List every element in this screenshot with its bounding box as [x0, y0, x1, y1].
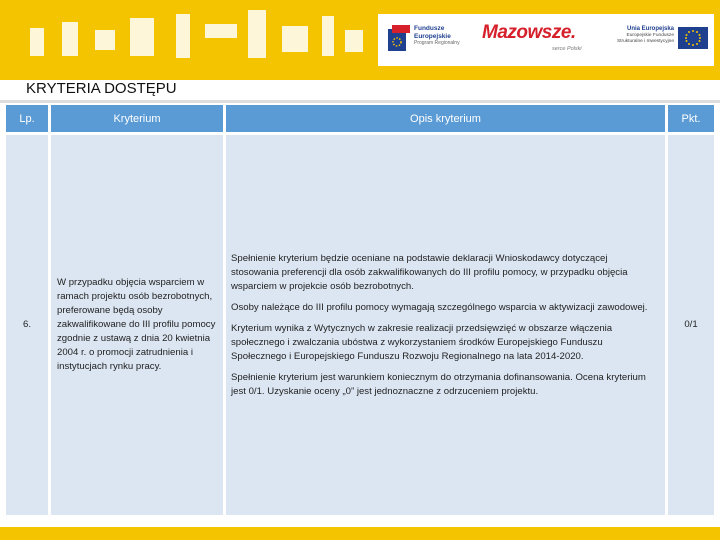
decorative-shape — [62, 22, 78, 56]
decorative-shape — [130, 18, 154, 56]
column-header-kryterium: Kryterium — [51, 105, 223, 132]
cell-kryterium — [51, 135, 223, 515]
title-divider — [0, 100, 720, 103]
decorative-shape — [30, 28, 44, 56]
cell-lp — [6, 135, 48, 515]
points-value: 0/1 — [684, 319, 698, 330]
description-paragraph: Spełnienie kryterium będzie oceniane na podstawie deklaracji Wnioskodawcy dotyczącej stosowania preferencji dla osób zakwalifikowanych do III profilu pomocy, w przypadku objęcia wsparciem w projekcie osób bezrobotnych. — [231, 252, 628, 292]
decorative-shape — [282, 26, 308, 52]
column-header-opis: Opis kryterium — [226, 105, 665, 132]
fundusze-line2: Europejskie — [414, 32, 451, 40]
column-header-lp: Lp. — [6, 105, 48, 132]
fundusze-line1: Fundusze — [414, 25, 445, 32]
row-number: 6. — [22, 319, 31, 330]
decorative-shape — [345, 30, 363, 52]
decorative-shape — [248, 10, 266, 58]
mazowsze-name: Mazowsze. — [482, 22, 576, 43]
footer-band — [0, 527, 720, 540]
description-paragraph: Spełnienie kryterium jest warunkiem koniecznym do otrzymania dofinansowania. Ocena kryterium jest 0/1. Uzyskanie oceny „0” jest jednoznaczne z odrzuceniem projektu. — [231, 371, 646, 397]
description-paragraph: Kryterium wynika z Wytycznych w zakresie realizacji przedsięwzięć w obszarze włączenia społecznego i zwalczania ubóstwa z wykorzystaniem środków Europejskiego Funduszu Społecznego i Europejskiego Funduszu Rozwoju Regionalnego na lata 2014-2020. — [231, 322, 613, 362]
fundusze-line3: Program Regionalny — [414, 40, 460, 46]
fundusze-flag-icon — [388, 25, 410, 53]
mazowsze-logo — [482, 22, 592, 58]
header-band — [0, 0, 720, 80]
decorative-shape — [95, 30, 115, 50]
decorative-shape — [205, 24, 237, 38]
eu-line1: Unia Europejska — [626, 26, 674, 32]
decorative-shape — [322, 16, 334, 56]
table-row — [6, 135, 714, 515]
criterion-text: W przypadku objęcia wsparciem w ramach projektu osób bezrobotnych, preferowane będą osoby zakwalifikowane do III profilu pomocy zgodnie z ustawą z dnia 20 kwietnia 2004 r. o promocji zatrudnienia i instytucjach rynku pracy. — [57, 277, 216, 372]
page-title: KRYTERIA DOSTĘPU — [26, 80, 177, 97]
eu-line3: Strukturalne i Inwestycyjne — [616, 39, 674, 44]
fundusze-europejskie-logo — [388, 23, 478, 59]
cell-pkt — [668, 135, 714, 515]
criteria-table — [6, 105, 714, 515]
eu-flag-icon — [678, 27, 708, 49]
cell-opis — [226, 135, 665, 515]
description-paragraph: Osoby należące do III profilu pomocy wymagają szczególnego wsparcia w aktywizacji zawodowej. — [231, 301, 648, 313]
decorative-shape — [176, 14, 190, 58]
column-header-pkt: Pkt. — [668, 105, 714, 132]
eu-line2: Europejskie Fundusze — [626, 32, 674, 38]
logo-strip — [378, 14, 714, 66]
eu-logo — [612, 24, 710, 58]
mazowsze-slogan: serce Polski — [552, 46, 582, 52]
